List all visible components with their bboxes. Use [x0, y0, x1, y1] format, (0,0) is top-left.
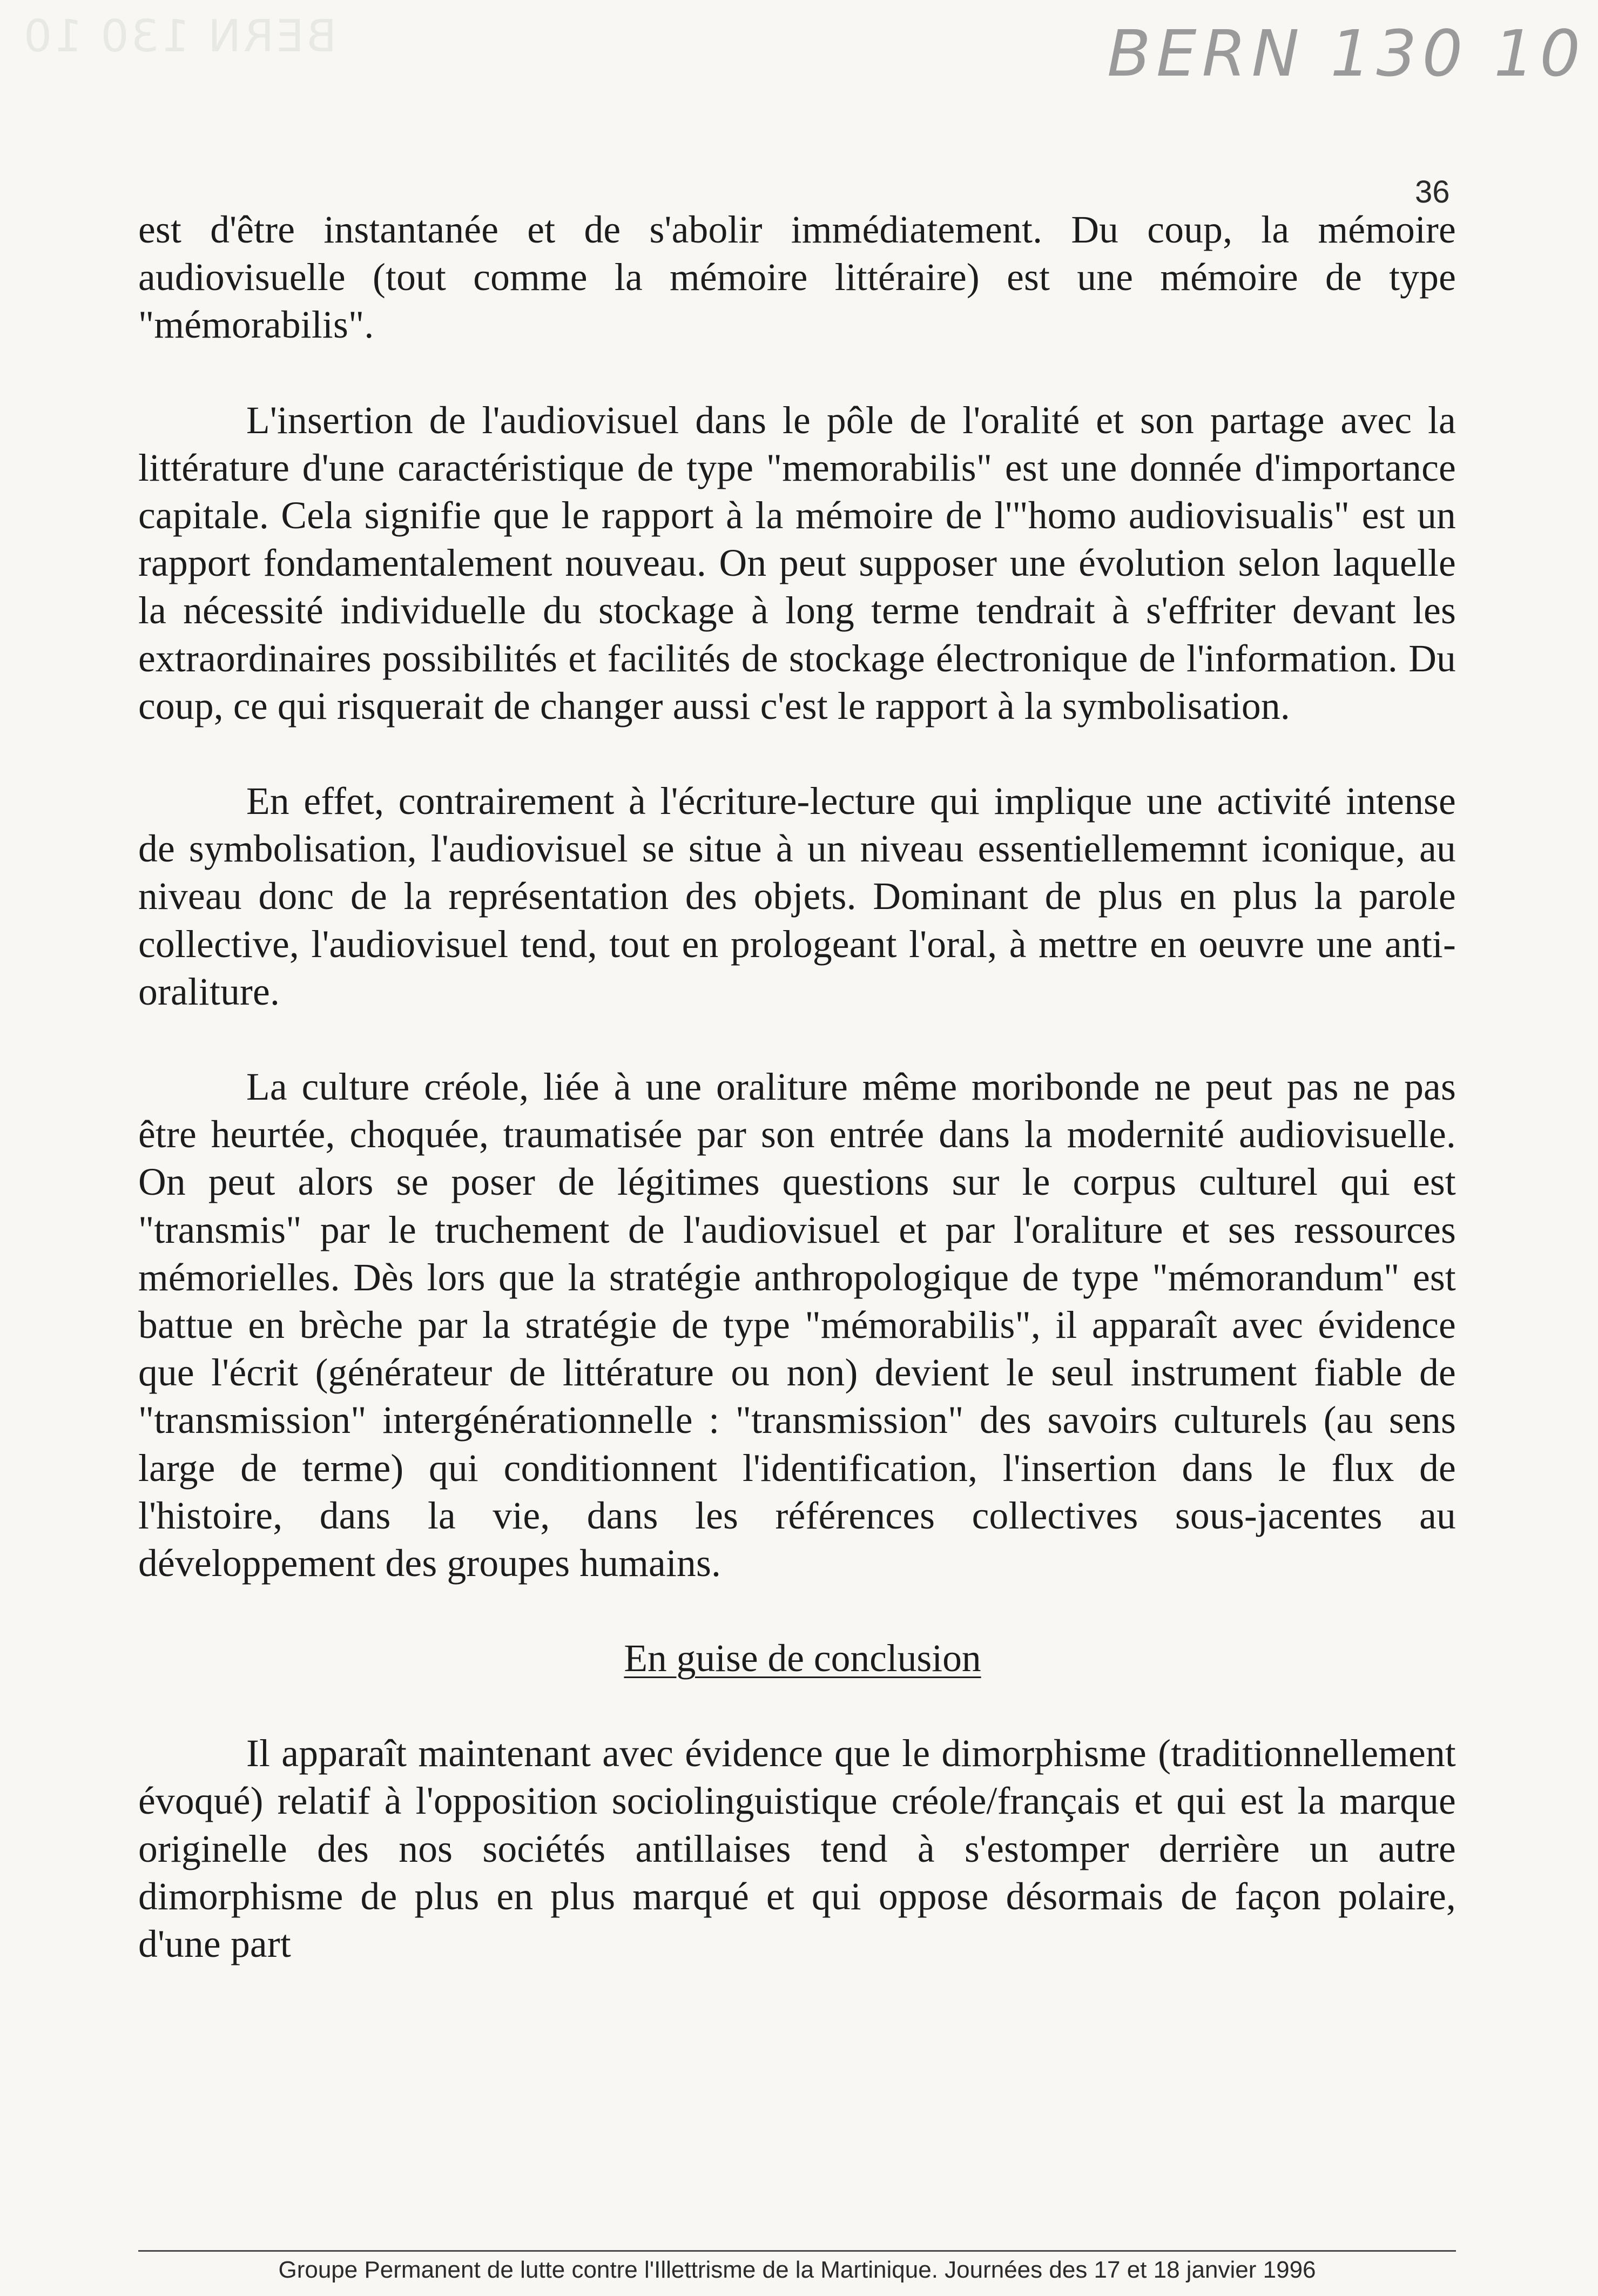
footer-text: Groupe Permanent de lutte contre l'Illettrisme de la Martinique. Journées des 17 et 18 janvier 1996 — [278, 2257, 1316, 2283]
paragraph-1: est d'être instantanée et de s'abolir immédiatement. Du coup, la mémoire audiovisuelle (tout comme la mémoire littéraire) est une mémoire de type "mémorabilis". — [138, 208, 1456, 347]
body-text — [138, 206, 1456, 1968]
section-heading: En guise de conclusion — [624, 1637, 981, 1680]
bleed-through-mark: BERN 130 10 — [22, 11, 337, 62]
paragraph-4: La culture créole, liée à une oraliture même moribonde ne peut pas ne pas être heurtée, choquée, traumatisée par son entrée dans la modernité audiovisuelle. On peut alors se poser de légitimes questions sur le corpus culturel qui est "transmis" par le truchement de l'audiovisuel et par l'oraliture et ses ressources mémorielles. Dès lors que la stratégie anthropologique de type "mémorandum" est battue en brèche par la stratégie de type "mémorabilis", il apparaît avec évidence que l'écrit (générateur de littérature ou non) devient le seul instrument fiable de "transmission" intergénérationnelle : "transmission" des savoirs culturels (au sens large de terme) qui conditionnent l'identification, l'insertion dans le flux de l'histoire, dans la vie, dans les références collectives sous-jacentes au développement des groupes humains. — [138, 1066, 1456, 1585]
footer-divider — [138, 2250, 1456, 2252]
archive-handwritten-mark: BERN 130 10 — [1107, 16, 1586, 91]
paragraph-3: En effet, contrairement à l'écriture-lecture qui implique une activité intense de symbolisation, l'audiovisuel se situe à un niveau essentiellememnt iconique, au niveau donc de la représentation des objets. Dominant de plus en plus la parole collective, l'audiovisuel tend, tout en prologeant l'oral, à mettre en oeuvre une anti-oraliture. — [138, 780, 1456, 1013]
paragraph-2: L'insertion de l'audiovisuel dans le pôle de l'oralité et son partage avec la littérature d'une caractéristique de type "memorabilis" est une donnée d'importance capitale. Cela signifie que le rapport à la mémoire de l'"homo audiovisualis" est un rapport fondamentalement nouveau. On peut supposer une évolution selon laquelle la nécessité individuelle du stockage à long terme tendrait à s'effriter devant les extraordinaires possibilités et facilités de stockage électronique de l'information. Du coup, ce qui risquerait de changer aussi c'est le rapport à la symbolisation. — [138, 399, 1456, 728]
paragraph-5: Il apparaît maintenant avec évidence que le dimorphisme (traditionnellement évoqué) relatif à l'opposition sociolinguistique créole/français et qui est la marque originelle des nos sociétés antillaises tend à s'estomper derrière un autre dimorphisme de plus en plus marqué et qui oppose désormais de façon polaire, d'une part — [138, 1732, 1456, 1966]
page-number: 36 — [1415, 174, 1450, 210]
